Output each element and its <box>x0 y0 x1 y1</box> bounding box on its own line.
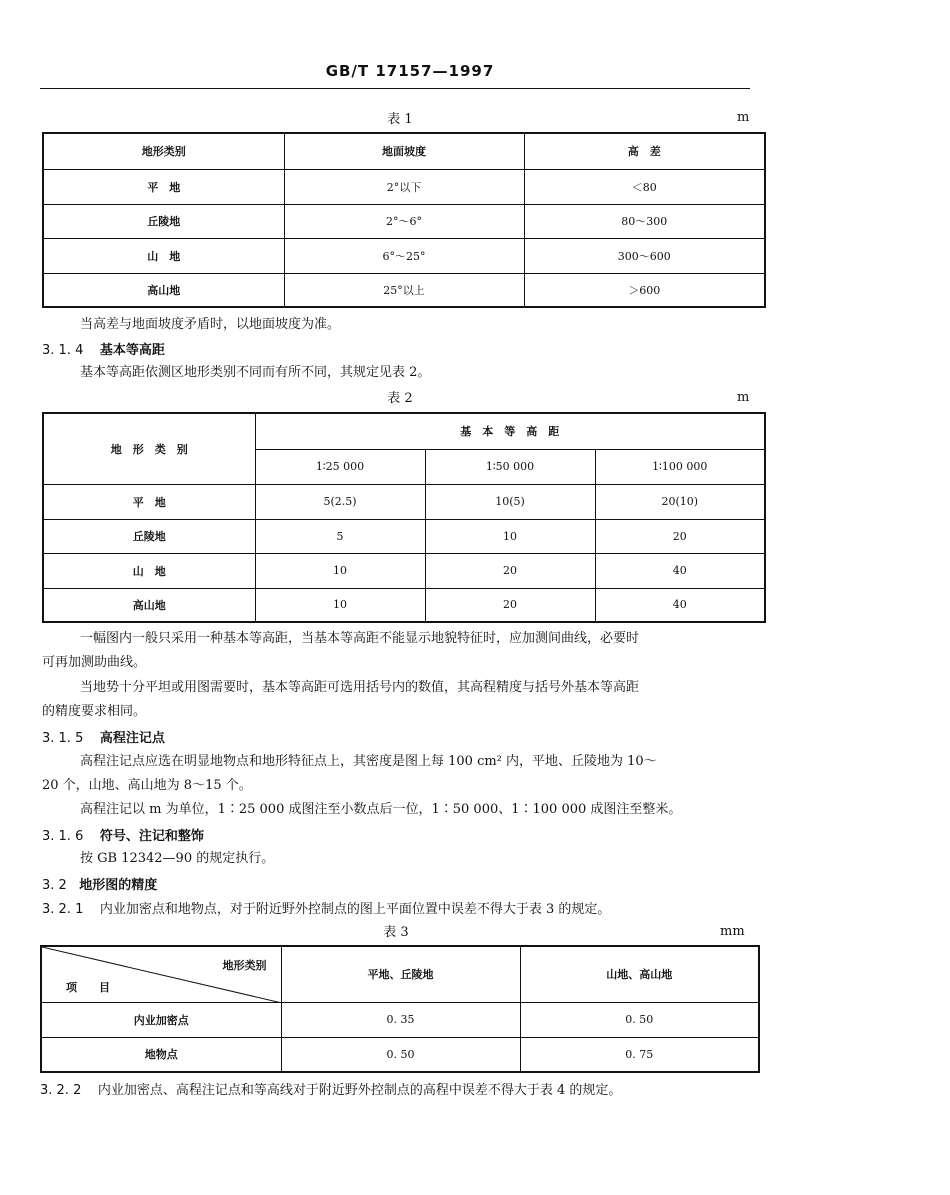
diag-bottom-label: 项 目 <box>66 981 110 994</box>
table-row <box>43 238 765 273</box>
table-row <box>43 484 765 519</box>
table1-cell: ＜80 <box>524 169 765 204</box>
section-title: 地形图的精度 <box>79 878 158 893</box>
section-number: 3. 2 <box>42 878 67 893</box>
table3-cell: 0. 35 <box>281 1002 520 1037</box>
table3-unit: mm <box>720 924 745 939</box>
table2-cell: 20(10) <box>595 484 765 519</box>
table2-cell: 20 <box>425 588 595 622</box>
table3-cell: 0. 50 <box>520 1002 759 1037</box>
table2-cell: 10(5) <box>425 484 595 519</box>
paragraph: 高程注记点应选在明显地物点和地形特征点上，其密度是图上每 100 cm² 内，平地、丘陵地为 10～ <box>80 754 657 769</box>
table1-header-cell: 地形类别 <box>43 133 284 169</box>
section-number: 3. 1. 6 <box>42 829 84 844</box>
section-3-1-6 <box>42 825 204 844</box>
table-row <box>41 1037 759 1072</box>
table2-cell: 40 <box>595 553 765 588</box>
table1-cell: 80～300 <box>524 204 765 238</box>
table2-row-header: 地 形 类 别 <box>43 413 255 484</box>
table1-cell: 300～600 <box>524 238 765 273</box>
paragraph: 高程注记以 m 为单位，1∶25 000 成图注至小数点后一位，1∶50 000、1∶100 000 成图注至整米。 <box>80 802 682 817</box>
table2-cell: 山 地 <box>43 553 255 588</box>
table3-header-cell: 平地、丘陵地 <box>281 946 520 1002</box>
table-row <box>43 519 765 553</box>
table-row <box>43 169 765 204</box>
section-3-2-1 <box>42 898 610 917</box>
table2-cell: 20 <box>595 519 765 553</box>
paragraph: 当地势十分平坦或用图需要时，基本等高距可选用括号内的数值，其高程精度与括号外基本等高距 <box>80 680 640 695</box>
table2-cell: 10 <box>255 553 425 588</box>
table3 <box>40 945 760 1073</box>
section-3-2-2 <box>40 1079 621 1098</box>
table2-cell: 5(2.5) <box>255 484 425 519</box>
table-row <box>43 553 765 588</box>
table3-cell: 0. 50 <box>281 1037 520 1072</box>
table2-group-header: 基 本 等 高 距 <box>255 413 765 449</box>
table2-scale-cell: 1∶25 000 <box>255 449 425 484</box>
table1-unit: m <box>737 110 750 125</box>
diag-top-label: 地形类别 <box>222 959 267 972</box>
table-row <box>43 204 765 238</box>
table3-header-cell: 山地、高山地 <box>520 946 759 1002</box>
table2-cell: 40 <box>595 588 765 622</box>
paragraph: 当高差与地面坡度矛盾时，以地面坡度为准。 <box>80 317 341 332</box>
paragraph: 的精度要求相同。 <box>42 704 147 719</box>
table-row <box>43 273 765 307</box>
table3-cell: 地物点 <box>41 1037 281 1072</box>
table2-cell: 平 地 <box>43 484 255 519</box>
table1-cell: 2°～6° <box>284 204 524 238</box>
table1-cell: 高山地 <box>43 273 284 307</box>
paragraph: 基本等高距依测区地形类别不同而有所不同，其规定见表 2。 <box>80 365 431 380</box>
section-number: 3. 2. 2 <box>40 1083 82 1098</box>
table2-cell: 10 <box>255 588 425 622</box>
table1-cell: 丘陵地 <box>43 204 284 238</box>
table2-caption: 表 2 <box>387 391 413 406</box>
section-3-1-5 <box>42 727 165 746</box>
table1-cell: 2°以下 <box>284 169 524 204</box>
section-number: 3. 1. 4 <box>42 343 84 358</box>
table2-scale-cell: 1∶100 000 <box>595 449 765 484</box>
table2-cell: 5 <box>255 519 425 553</box>
paragraph: 20 个，山地、高山地为 8～15 个。 <box>42 778 252 793</box>
table2 <box>42 412 766 623</box>
table1-cell: 25°以上 <box>284 273 524 307</box>
table2-cell: 丘陵地 <box>43 519 255 553</box>
table3-caption: 表 3 <box>383 925 409 940</box>
section-number: 3. 2. 1 <box>42 902 84 917</box>
table1-cell: 山 地 <box>43 238 284 273</box>
header-rule <box>40 88 750 89</box>
section-title: 符号、注记和整饰 <box>99 829 204 844</box>
section-title: 高程注记点 <box>99 731 165 746</box>
table2-scale-cell: 1∶50 000 <box>425 449 595 484</box>
paragraph: 一幅图内一般只采用一种基本等高距，当基本等高距不能显示地貌特征时，应加测间曲线，必要时 <box>80 631 640 646</box>
paragraph: 按 GB 12342—90 的规定执行。 <box>80 851 275 866</box>
table1-header-cell: 地面坡度 <box>284 133 524 169</box>
table1 <box>42 132 766 308</box>
table3-diagonal-header <box>41 946 281 1002</box>
table2-header-row <box>43 413 765 449</box>
table3-cell: 0. 75 <box>520 1037 759 1072</box>
table3-cell: 内业加密点 <box>41 1002 281 1037</box>
section-text: 内业加密点、高程注记点和等高线对于附近野外控制点的高程中误差不得大于表 4 的规定。 <box>97 1083 622 1098</box>
section-number: 3. 1. 5 <box>42 731 84 746</box>
table2-cell: 20 <box>425 553 595 588</box>
table-row <box>43 588 765 622</box>
table2-cell: 10 <box>425 519 595 553</box>
table2-cell: 高山地 <box>43 588 255 622</box>
section-text: 内业加密点和地物点，对于附近野外控制点的图上平面位置中误差不得大于表 3 的规定。 <box>99 902 611 917</box>
table2-unit: m <box>737 390 750 405</box>
document-header: GB/T 17157—1997 <box>325 62 495 80</box>
table-row <box>41 1002 759 1037</box>
section-3-2 <box>42 874 157 893</box>
table1-cell: 平 地 <box>43 169 284 204</box>
table1-header-row <box>43 133 765 169</box>
table1-header-cell: 高 差 <box>524 133 765 169</box>
section-3-1-4 <box>42 339 165 358</box>
table1-cell: ＞600 <box>524 273 765 307</box>
section-title: 基本等高距 <box>99 343 165 358</box>
table1-cell: 6°～25° <box>284 238 524 273</box>
table3-header-row <box>41 946 759 1002</box>
table1-caption: 表 1 <box>387 112 413 127</box>
paragraph: 可再加测助曲线。 <box>42 655 147 670</box>
